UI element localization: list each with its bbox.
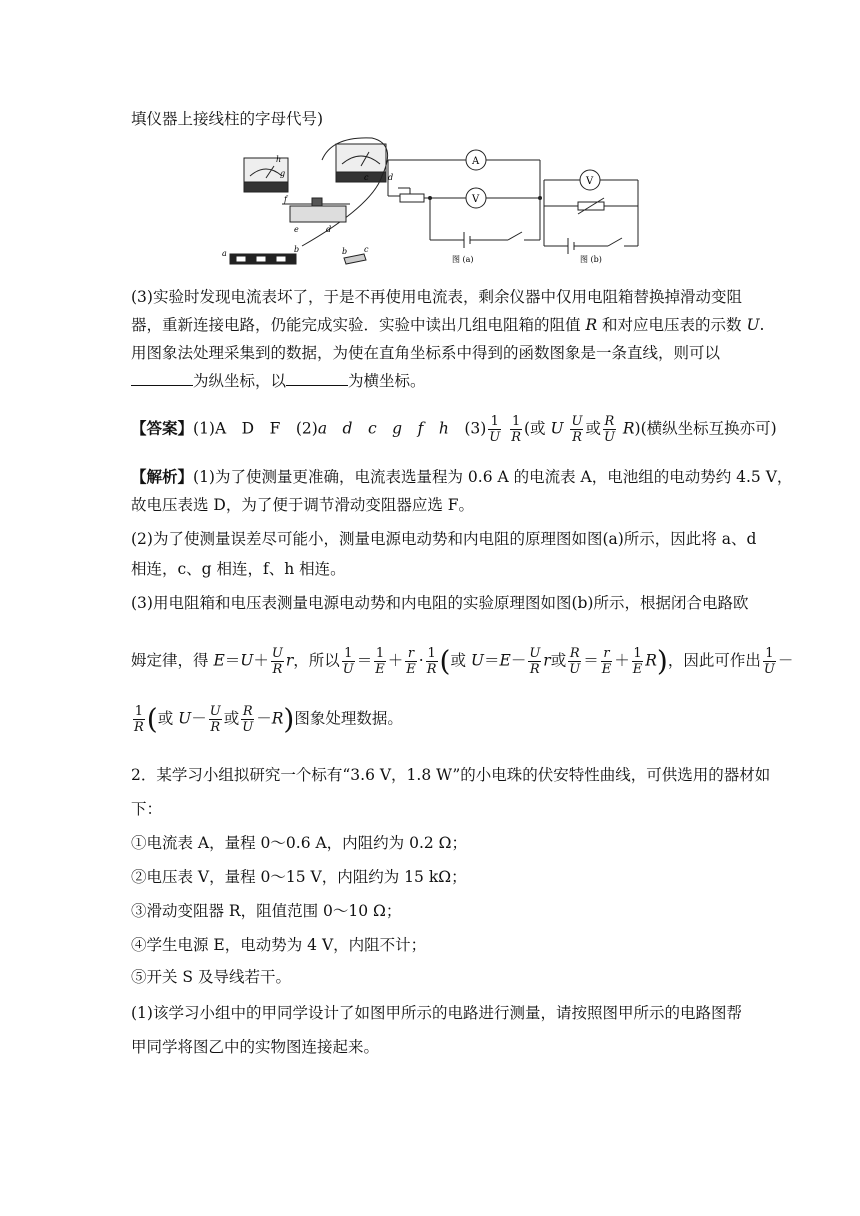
q2-item1: ①电流表 A，量程 0～0.6 A，内阻约为 0.2 Ω； bbox=[131, 834, 468, 852]
analysis-line3: (2)为了使测量误差尽可能小，测量电源电动势和内电阻的原理图如图(a)所示，因此将 a、d bbox=[131, 530, 757, 548]
svg-text:A: A bbox=[472, 156, 480, 167]
q2-item5: ⑤开关 S 及导线若干。 bbox=[131, 968, 291, 986]
svg-text:d: d bbox=[326, 225, 332, 234]
svg-text:V: V bbox=[472, 194, 480, 205]
svg-text:g: g bbox=[280, 169, 286, 178]
q2-item4: ④学生电源 E，电动势为 4 V，内阻不计； bbox=[131, 936, 427, 954]
analysis-line7: $\frac{1}{R}$ (或 U－ $\frac{U}{R}$ 或 $\frac{R}{U}$ －R)图象处理数据。 bbox=[134, 702, 403, 736]
q2-part1-line1: (1)该学习小组中的甲同学设计了如图甲所示的电路进行测量，请按照图甲所示的电路图帮 bbox=[131, 1004, 742, 1022]
svg-text:c: c bbox=[364, 245, 369, 254]
rheostat-illustration bbox=[282, 198, 350, 222]
q2-item2: ②电压表 V，量程 0～15 V，内阻约为 15 kΩ； bbox=[131, 868, 467, 886]
svg-text:V: V bbox=[586, 176, 594, 187]
svg-text:b: b bbox=[342, 247, 348, 256]
part3-line3: 用图象法处理采集到的数据，为使在直角坐标系中得到的函数图象是一条直线，则可以 bbox=[131, 344, 721, 362]
q2-line1: 2．某学习小组拟研究一个标有“3.6 V，1.8 W”的小电珠的伏安特性曲线，可供选用的器材如 bbox=[131, 766, 771, 784]
part3-line2: 器，重新连接电路，仍能完成实验．实验中读出几组电阻箱的阻值 R 和对应电压表的示数 U. bbox=[131, 316, 765, 334]
switch-illustration bbox=[344, 254, 366, 264]
svg-text:e: e bbox=[294, 225, 299, 234]
svg-text:图 (a): 图 (a) bbox=[452, 255, 474, 264]
q2-part1-line2: 甲同学将图乙中的实物图连接起来。 bbox=[131, 1038, 380, 1056]
intro-tail: 填仪器上接线柱的字母代号) bbox=[131, 110, 324, 128]
svg-text:d: d bbox=[388, 173, 394, 182]
battery-illustration bbox=[230, 254, 296, 264]
svg-text:h: h bbox=[276, 155, 282, 164]
q2-line2: 下： bbox=[131, 800, 163, 818]
answer-line: 【答案】(1)A D F (2)a d c g f h (3) $\frac{1}{U}$ $\frac{1}{R}$ (或 U $\frac{U}{R}$ 或 $\frac{R}{U}$ R)(横纵坐标互换亦可) bbox=[131, 414, 777, 445]
svg-text:b: b bbox=[294, 245, 300, 254]
analysis-line2: 故电压表选 D，为了便于调节滑动变阻器应选 F。 bbox=[131, 496, 475, 514]
part3-line1: (3)实验时发现电流表坏了，于是不再使用电流表，剩余仪器中仅用电阻箱替换掉滑动变阻 bbox=[131, 288, 742, 306]
meter-illustration-right bbox=[302, 138, 388, 246]
circuit-figure bbox=[222, 136, 742, 270]
analysis-line1: 【解析】(1)为了使测量更准确，电流表选量程为 0.6 A 的电流表 A，电池组的电动势约 4.5 V， bbox=[131, 467, 793, 486]
analysis-line6: 姆定律，得 E＝U＋ $\frac{U}{R}$ r，所以 $\frac{1}{U}$ ＝ $\frac{1}{E}$ ＋ $\frac{r}{E}$ · $\frac{1}{R}$ (或 U＝E－ $\frac{U}{R}$ r或 $\frac{R}{U}$ ＝ $\frac{r}{E}$ ＋ $\frac{1}{E}$ R)，因此可作出 $\frac{1}{U}$ － bbox=[131, 644, 794, 678]
analysis-line5: (3)用电阻箱和电压表测量电源电动势和内电阻的实验原理图如图(b)所示，根据闭合电路欧 bbox=[131, 594, 749, 612]
svg-text:a: a bbox=[222, 249, 227, 258]
answer-blank-1[interactable] bbox=[131, 371, 193, 386]
part3-line4: 为纵坐标，以 为横坐标。 bbox=[131, 370, 760, 392]
svg-text:f: f bbox=[284, 195, 287, 204]
svg-text:c: c bbox=[364, 173, 369, 182]
circuit-a bbox=[388, 150, 540, 248]
q2-item3: ③滑动变阻器 R，阻值范围 0～10 Ω； bbox=[131, 902, 402, 920]
answer-blank-2[interactable] bbox=[286, 371, 348, 386]
analysis-line4: 相连，c、g 相连，f、h 相连。 bbox=[131, 560, 346, 578]
svg-text:图 (b): 图 (b) bbox=[580, 255, 602, 264]
